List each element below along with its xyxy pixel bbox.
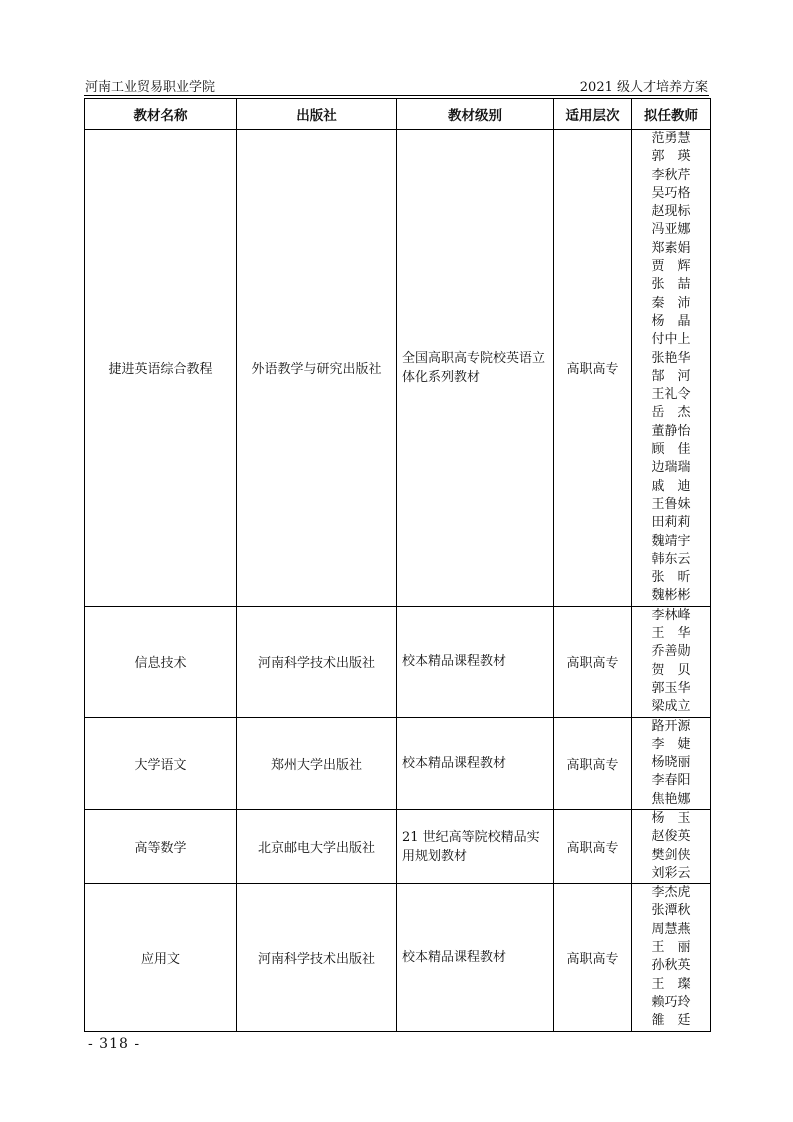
teacher-name: 樊剑侠 — [651, 847, 691, 863]
teacher-name: 付中上 — [651, 332, 691, 348]
teacher-name: 魏彬彬 — [651, 588, 691, 604]
teacher-name: 李秋芹 — [651, 167, 691, 183]
teacher-name: 郭 瑛 — [651, 149, 691, 165]
cell-textbook-level: 校本精品课程教材 — [397, 884, 554, 1031]
teacher-name: 魏靖宇 — [651, 533, 691, 549]
cell-teachers — [632, 717, 711, 809]
cell-publisher: 郑州大学出版社 — [237, 717, 397, 809]
teacher-name: 张艳华 — [651, 350, 691, 366]
teacher-name: 顾 佳 — [651, 442, 691, 458]
cell-textbook-name: 信息技术 — [85, 606, 237, 717]
teacher-name: 雒 廷 — [651, 1013, 691, 1029]
teacher-name: 刘彩云 — [651, 865, 691, 881]
table-row — [85, 606, 711, 717]
teacher-name: 杨 玉 — [651, 810, 691, 826]
cell-teachers — [632, 130, 711, 607]
column-header-textbook-level: 教材级别 — [397, 99, 554, 130]
teacher-name: 李 婕 — [651, 736, 691, 752]
cell-publisher: 河南科学技术出版社 — [237, 606, 397, 717]
teacher-name: 吴巧格 — [651, 185, 691, 201]
teacher-name: 焦艳娜 — [651, 791, 691, 807]
cell-applicable-tier: 高职高专 — [554, 809, 632, 883]
teacher-name: 董静怡 — [651, 423, 691, 439]
teacher-name: 李杰虎 — [651, 885, 691, 901]
cell-publisher: 北京邮电大学出版社 — [237, 809, 397, 883]
table-header-row — [85, 99, 711, 130]
teacher-name: 韩东云 — [651, 551, 691, 567]
teacher-name: 郭玉华 — [651, 680, 691, 696]
teacher-name: 王 丽 — [651, 940, 691, 956]
teacher-name: 赖巧玲 — [651, 994, 691, 1010]
table-row — [85, 809, 711, 883]
cell-textbook-name: 应用文 — [85, 884, 237, 1031]
teacher-name: 王 璨 — [651, 976, 691, 992]
teacher-name: 王 华 — [651, 626, 691, 642]
cell-textbook-name: 捷进英语综合教程 — [85, 130, 237, 607]
cell-textbook-name: 大学语文 — [85, 717, 237, 809]
teacher-name: 田莉莉 — [651, 515, 691, 531]
teacher-name: 王礼令 — [651, 387, 691, 403]
cell-textbook-name: 高等数学 — [85, 809, 237, 883]
column-header-publisher: 出版社 — [237, 99, 397, 130]
teacher-name: 范勇慧 — [651, 131, 691, 146]
header-school-name: 河南工业贸易职业学院 — [85, 80, 216, 95]
header-document-title: 2021 级人才培养方案 — [579, 80, 708, 95]
cell-teachers — [632, 809, 711, 883]
teacher-name: 张 喆 — [651, 277, 691, 293]
teacher-name: 赵俊英 — [651, 829, 691, 845]
cell-applicable-tier: 高职高专 — [554, 717, 632, 809]
table-row — [85, 717, 711, 809]
teacher-name: 张潭秋 — [651, 903, 691, 919]
page-number: - 318 - — [88, 1036, 141, 1052]
textbook-table — [84, 98, 711, 1032]
teacher-name: 郑素娟 — [651, 240, 691, 256]
teacher-name: 周慧燕 — [651, 921, 691, 937]
teacher-name: 赵现标 — [651, 204, 691, 220]
teacher-name: 冯亚娜 — [651, 222, 691, 238]
cell-applicable-tier: 高职高专 — [554, 606, 632, 717]
teacher-name: 李林峰 — [651, 607, 691, 623]
teacher-name: 贾 辉 — [651, 259, 691, 275]
cell-teachers — [632, 884, 711, 1031]
cell-publisher: 河南科学技术出版社 — [237, 884, 397, 1031]
column-header-applicable-tier: 适用层次 — [554, 99, 632, 130]
teacher-name: 梁成立 — [651, 699, 691, 715]
teacher-name: 路开源 — [651, 718, 691, 734]
column-header-textbook-name: 教材名称 — [85, 99, 237, 130]
cell-teachers — [632, 606, 711, 717]
teacher-name: 王鲁妹 — [651, 496, 691, 512]
teacher-name: 戚 迪 — [651, 478, 691, 494]
table-row — [85, 130, 711, 607]
cell-textbook-level: 全国高职高专院校英语立体化系列教材 — [397, 130, 554, 607]
teacher-name: 孙秋英 — [651, 958, 691, 974]
teacher-name: 李春阳 — [651, 773, 691, 789]
cell-publisher: 外语教学与研究出版社 — [237, 130, 397, 607]
cell-applicable-tier: 高职高专 — [554, 884, 632, 1031]
cell-applicable-tier: 高职高专 — [554, 130, 632, 607]
cell-textbook-level: 21 世纪高等院校精品实用规划教材 — [397, 809, 554, 883]
teacher-name: 乔善勋 — [651, 644, 691, 660]
teacher-name: 杨 晶 — [651, 313, 691, 329]
teacher-name: 秦 沛 — [651, 295, 691, 311]
table-row — [85, 884, 711, 1031]
header-rule — [84, 95, 709, 96]
teacher-name: 张 昕 — [651, 570, 691, 586]
teacher-name: 边瑞瑞 — [651, 460, 691, 476]
teacher-name: 杨晓丽 — [651, 755, 691, 771]
teacher-name: 岳 杰 — [651, 405, 691, 421]
cell-textbook-level: 校本精品课程教材 — [397, 606, 554, 717]
teacher-name: 郜 河 — [651, 368, 691, 384]
cell-textbook-level: 校本精品课程教材 — [397, 717, 554, 809]
column-header-teachers: 拟任教师 — [632, 99, 711, 130]
teacher-name: 贺 贝 — [651, 662, 691, 678]
